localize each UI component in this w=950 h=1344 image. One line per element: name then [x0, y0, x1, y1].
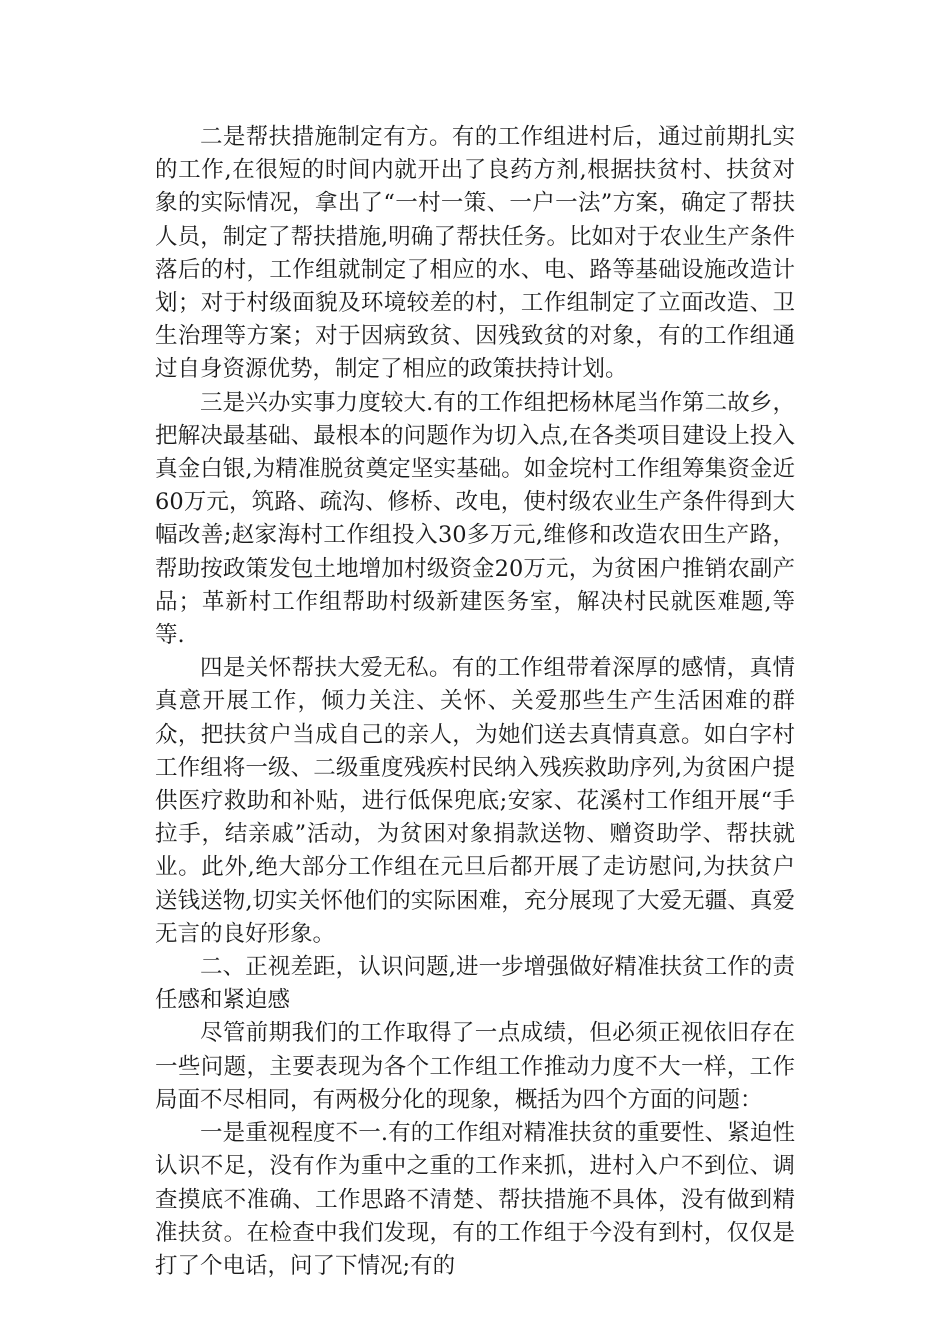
paragraph-attention-level: 一是重视程度不一.有的工作组对精准扶贫的重要性、紧迫性认识不足，没有作为重中之重的工作来抓，进村入户不到位、调查摸底不准确、工作思路不清楚、帮扶措施不具体，没有做到精准扶贫。在检查中我们发现，有的工作组于今没有到村，仅仅是打了个电话，问了下情况;有的 [155, 1120, 795, 1279]
document-body [155, 121, 795, 1283]
paragraph-assistance-measures: 二是帮扶措施制定有方。有的工作组进村后，通过前期扎实的工作,在很短的时间内就开出了良药方剂,根据扶贫村、扶贫对象的实际情况，拿出了“一村一策、一户一法”方案，确定了帮扶人员，制定了帮扶措施,明确了帮扶任务。比如对于农业生产条件落后的村，工作组就制定了相应的水、电、路等基础设施改造计划；对于村级面貌及环境较差的村，工作组制定了立面改造、卫生治理等方案；对于因病致贫、因残致贫的对象，有的工作组通过自身资源优势，制定了相应的政策扶持计划。 [155, 124, 795, 383]
section-heading-face-gaps: 二、正视差距，认识问题,进一步增强做好精准扶贫工作的责任感和紧迫感 [155, 954, 795, 1014]
paragraph-practical-projects: 三是兴办实事力度较大.有的工作组把杨林尾当作第二故乡，把解决最基础、最根本的问题作为切入点,在各类项目建设上投入真金白银,为精准脱贫奠定坚实基础。如金垸村工作组筹集资金近60万元，筑路、疏沟、修桥、改电，使村级农业生产条件得到大幅改善;赵家海村工作组投入30多万元,维修和改造农田生产路，帮助按政策发包土地增加村级资金20万元，为贫困户推销农副产品；革新村工作组帮助村级新建医务室，解决村民就医难题,等等. [155, 389, 795, 649]
paragraph-caring-assistance: 四是关怀帮扶大爱无私。有的工作组带着深厚的感情，真情真意开展工作，倾力关注、关怀、关爱那些生产生活困难的群众，把扶贫户当成自己的亲人，为她们送去真情真意。如白字村工作组将一级、二级重度残疾村民纳入残疾救助序列,为贫困户提供医疗救助和补贴，进行低保兜底;安家、花溪村工作组开展“手拉手，结亲戚”活动，为贫困对象捐款送物、赠资助学、帮扶就业。此外,绝大部分工作组在元旦后都开展了走访慰问,为扶贫户送钱送物,切实关怀他们的实际困难，充分展现了大爱无疆、真爱无言的良好形象。 [155, 655, 795, 947]
paragraph-existing-problems: 尽管前期我们的工作取得了一点成绩，但必须正视依旧存在一些问题，主要表现为各个工作组工作推动力度不大一样，工作局面不尽相同，有两极分化的现象，概括为四个方面的问题： [155, 1020, 795, 1113]
